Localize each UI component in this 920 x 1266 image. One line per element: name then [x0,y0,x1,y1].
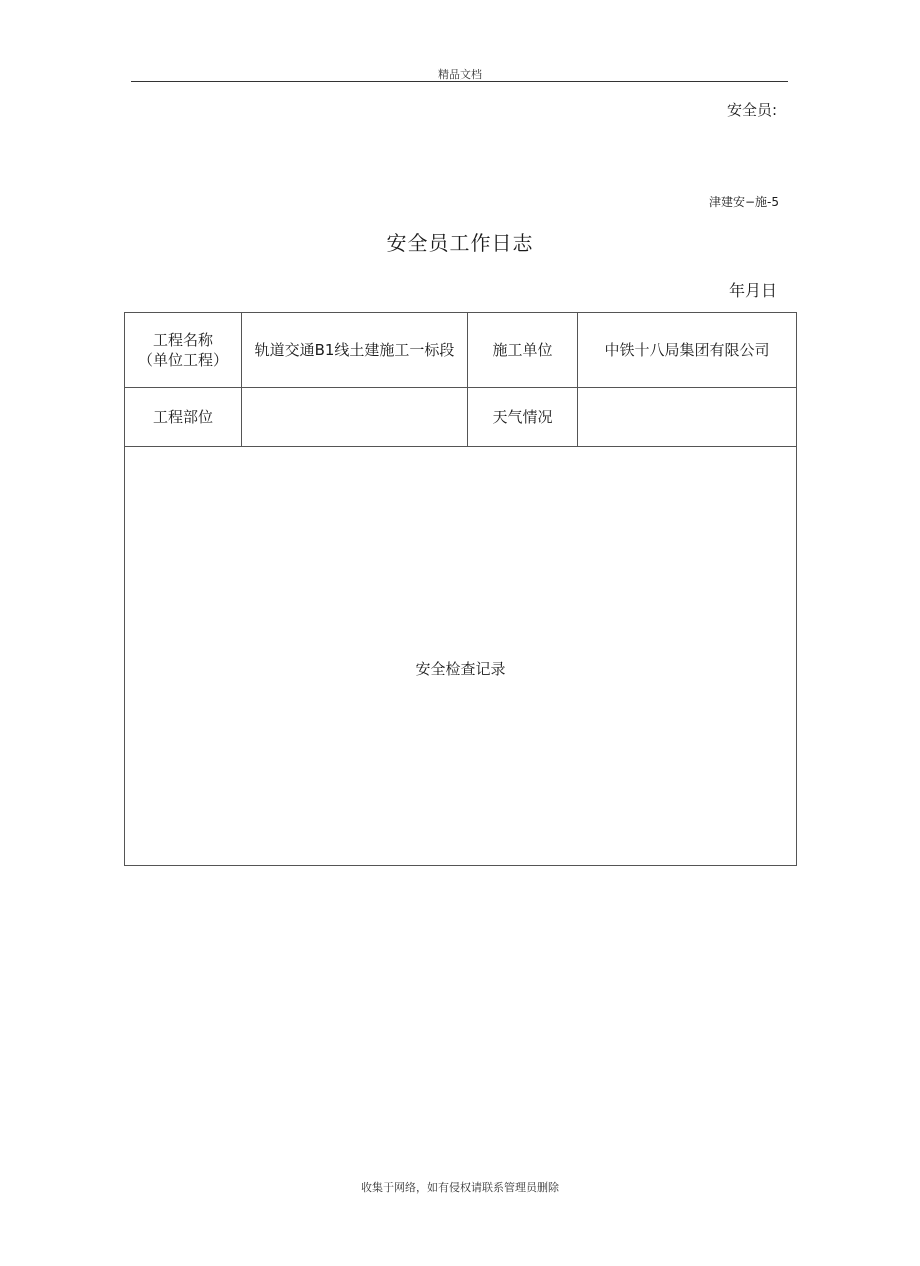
weather-value-cell[interactable] [578,388,797,447]
header-label: 精品文档 [438,68,482,81]
table-row [125,388,797,447]
project-part-label: 工程部位 [152,408,213,426]
construction-unit-label: 施工单位 [492,341,553,359]
page-title: 安全员工作日志 [386,231,534,255]
inspection-record-cell[interactable] [125,447,797,866]
table-row [125,447,797,866]
safety-officer-label: 安全员: [726,101,777,119]
date-label: 年月日 [728,281,777,300]
weather-label: 天气情况 [492,408,553,426]
form-code: 津建安−施-5 [708,195,779,209]
table-row [125,313,797,388]
project-part-value-cell[interactable] [242,388,468,447]
construction-unit-value: 中铁十八局集团有限公司 [604,341,770,359]
construction-unit-label-cell [468,313,578,388]
inspection-record-label: 安全检查记录 [415,660,506,678]
footer-note: 收集于网络，如有侵权请联系管理员删除 [361,1181,559,1194]
project-part-label-cell [125,388,242,447]
construction-unit-value-cell[interactable] [578,313,797,388]
unit-project-label: （单位工程） [137,351,228,369]
project-name-label-cell [125,313,242,388]
project-name-label: 工程名称 [152,331,213,349]
header-divider [131,81,788,82]
project-name-value: 轨道交通B1线土建施工一标段 [254,341,455,359]
project-name-value-cell[interactable] [242,313,468,388]
safety-log-table [124,312,797,866]
weather-label-cell [468,388,578,447]
